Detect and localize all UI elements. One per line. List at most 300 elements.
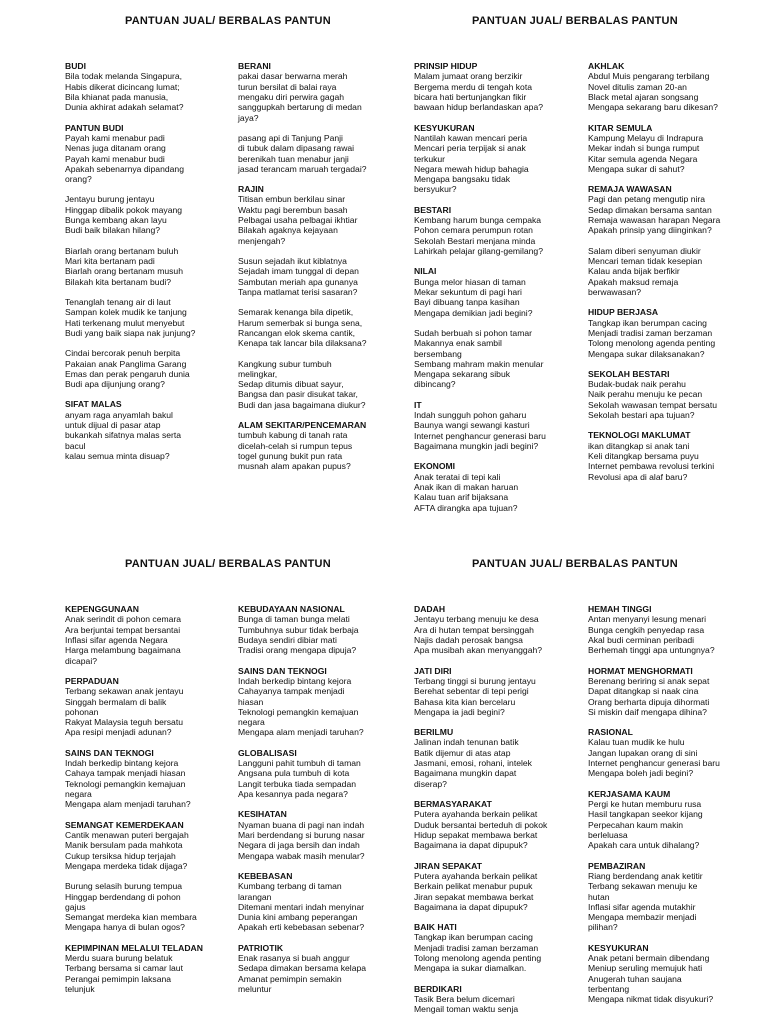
pantun-line: Biarlah orang bertanam buluh	[65, 245, 179, 256]
pantun-line: Budaya sendiri dibiar mati	[238, 634, 337, 645]
pantun-line: Bagaimana ia dapat dipupuk?	[414, 901, 528, 912]
pantun-section	[588, 666, 720, 718]
section-heading: BERILMU	[414, 727, 454, 738]
section-heading: PRINSIP HIDUP	[414, 61, 478, 71]
section-heading: BESTARI	[414, 204, 452, 215]
pantun-line: Internet penghancur generasi baru	[588, 758, 720, 769]
pantun-line: Jentayu burung jentayu	[65, 194, 155, 205]
pantun-section	[238, 748, 366, 800]
pantun-line: musnah alam apakan pupus?	[238, 461, 351, 472]
pantun-line: Novel ditulis zaman 20-an	[588, 81, 687, 92]
pantun-line: Pagi dan petang mengutip nira	[588, 194, 706, 205]
pantun-line: Sekolah bestari apa tujuan?	[588, 410, 695, 421]
pantun-line: Riang berdendang anak ketitir	[588, 870, 703, 881]
pantun-line: Negara di jaga bersih dan indah	[238, 840, 360, 851]
section-heading: NILAI	[414, 266, 437, 277]
pantun-line: Merdu suara burung belatuk	[65, 953, 173, 964]
pantun-line: bersyukur?	[414, 184, 457, 195]
pantun-line: negara	[65, 789, 92, 799]
pantun-line: Batik dijemur di atas atap	[414, 747, 511, 758]
page-title-top-left: PANTUAN JUAL/ BERBALAS PANTUN	[125, 15, 331, 27]
pantun-line: Bilakah kita bertanam budi?	[65, 276, 172, 287]
pantun-section	[238, 61, 367, 123]
pantun-line: Sembang mahram makin menular	[414, 358, 544, 369]
pantun-line: Pergi ke hutan memburu rusa	[588, 799, 702, 809]
pantun-line: Mengapa sukar di sahut?	[588, 163, 685, 174]
section-heading: PANTUN BUDI	[65, 122, 124, 133]
pantun-section	[414, 984, 547, 1015]
pantun-line: Semarak kenanga bila dipetik,	[238, 307, 354, 318]
pantun-line: pakai dasar berwarna merah	[238, 71, 348, 82]
pantun-line: Mengapa ia jadi begini?	[414, 706, 505, 717]
pantun-line: Jasmani, emosi, rohani, intelek	[414, 758, 532, 769]
pantun-line: Bahasa kita kian bercelaru	[414, 696, 516, 707]
pantun-line: Semangat merdeka kian membara	[65, 912, 197, 923]
pantun-line: hutan	[588, 891, 610, 902]
pantun-line: Susun sejadah ikut kiblatnya	[238, 256, 347, 266]
pantun-line: Mengapa sukar dilaksanakan?	[588, 348, 705, 359]
section-heading: BAIK HATI	[414, 922, 457, 933]
pantun-line: Mengapa demikian jadi begini?	[414, 307, 533, 318]
pantun-line: bawaan hidup berlandaskan apa?	[414, 102, 544, 113]
pantun-line: meluntur	[238, 984, 272, 994]
pantun-line: Pakaian anak Panglima Garang	[65, 358, 187, 369]
section-heading: HORMAT MENGHORMATI	[588, 665, 693, 676]
pantun-section	[65, 676, 203, 738]
pantun-line: hiasan	[238, 696, 264, 707]
bottom-column-4	[588, 604, 720, 1015]
section-heading: RASIONAL	[588, 727, 633, 738]
pantun-line: Perangai pemimpin laksana	[65, 973, 172, 984]
pantun-line: Angsana pula tumbuh di kota	[238, 768, 350, 779]
pantun-section	[65, 943, 203, 995]
pantun-line: Anak petani bermain dibendang	[588, 953, 710, 964]
section-heading: AKHLAK	[588, 61, 625, 71]
pantun-section	[414, 861, 547, 913]
pantun-line: Enak rasanya si buah anggur	[238, 953, 350, 964]
pantun-line: Kitar semula agenda Negara	[588, 153, 698, 164]
pantun-line: ikan ditangkap si anak tani	[588, 440, 690, 451]
pantun-line: Dunia akhirat adakah selamat?	[65, 102, 184, 113]
pantun-section	[588, 604, 720, 656]
page-title-top-right: PANTUAN JUAL/ BERBALAS PANTUN	[472, 15, 678, 27]
pantun-line: Kalau tuan mudik ke hulu	[588, 737, 685, 748]
section-heading: RAJIN	[238, 184, 264, 195]
pantun-line: Cahaya tampak menjadi hiasan	[65, 768, 186, 779]
section-heading: KESYUKURAN	[414, 122, 475, 133]
section-heading: KERJASAMA KAUM	[588, 788, 671, 799]
pantun-line: Bergema merdu di tengah kota	[414, 81, 532, 92]
pantun-section	[414, 328, 546, 390]
pantun-section	[588, 184, 720, 236]
pantun-line: Pelbagai usaha pelbagai ikhtiar	[238, 215, 358, 226]
pantun-line: Hasil tangkapan seekor kijang	[588, 809, 703, 820]
pantun-line: telunjuk	[65, 984, 95, 994]
pantun-section	[65, 61, 195, 113]
pantun-line: Anak teratai di tepi kali	[414, 471, 501, 482]
pantun-line: Jalinan indah tenunan batik	[414, 737, 519, 748]
pantun-line: berenikah tuan menabur janji	[238, 153, 349, 164]
pantun-line: Bunga kembang akan layu	[65, 215, 167, 226]
pantun-line: Pohon cemara perumpun rotan	[414, 225, 533, 236]
section-heading: BERDIKARI	[414, 983, 462, 994]
pantun-line: Mengapa merdeka tidak dijaga?	[65, 860, 188, 871]
pantun-line: diserap?	[414, 778, 447, 789]
pantun-line: Bunga di taman bunga melati	[238, 614, 350, 625]
pantun-section	[65, 399, 195, 461]
pantun-line: Negara mewah hidup bahagia	[414, 163, 529, 174]
pantun-section	[238, 809, 366, 861]
pantun-line: Apakah prinsip yang diinginkan?	[588, 225, 712, 236]
pantun-line: Kalau anda bijak berfikir	[588, 266, 680, 277]
pantun-line: Langit terbuka tiada sempadan	[238, 778, 357, 789]
pantun-line: Mengail toman waktu senja	[414, 1004, 519, 1015]
pantun-line: berwawasan?	[588, 286, 642, 297]
pantun-line: Manik bersulam pada mahkota	[65, 840, 183, 851]
pantun-line: Apa musibah akan menyanggah?	[414, 645, 543, 656]
pantun-line: Nenas juga ditanam orang	[65, 143, 166, 154]
pantun-line: Sedap dimakan bersama santan	[588, 204, 712, 215]
section-heading: GLOBALISASI	[238, 747, 297, 758]
pantun-line: Harga melambung bagaimana	[65, 645, 181, 656]
pantun-line: Tumbuhnya subur tidak berbaja	[238, 624, 359, 635]
pantun-line: Bila todak melanda Singapura,	[65, 71, 183, 82]
section-heading: BERMASYARAKAT	[414, 799, 492, 809]
pantun-line: Tolong menolong agenda penting	[414, 953, 542, 964]
pantun-line: Bangsa dan pasir disukat takar,	[238, 389, 358, 400]
pantun-line: Tenanglah tenang air di laut	[65, 296, 171, 307]
pantun-section	[65, 348, 195, 389]
pantun-line: Jangan lupakan orang di sini	[588, 747, 698, 758]
pantun-line: Ara di hutan tempat bersinggah	[414, 624, 534, 635]
pantun-section	[65, 297, 195, 338]
pantun-line: Singgah bermalam di balik	[65, 696, 167, 707]
pantun-line: Mengapa membazir menjadi	[588, 912, 697, 923]
pantun-line: Hinggap dibalik pokok mayang	[65, 204, 183, 215]
pantun-line: Mengapa sekarang baru dikesan?	[588, 102, 718, 113]
pantun-line: larangan	[238, 891, 272, 902]
pantun-line: Langguni pahit tumbuh di taman	[238, 758, 361, 769]
pantun-line: Bayi dibuang tanpa kasihan	[414, 297, 520, 308]
pantun-line: Bagaimana mungkin dapat	[414, 768, 517, 779]
pantun-section	[238, 943, 366, 995]
pantun-line: turun bersilat di balai raya	[238, 81, 337, 92]
pantun-line: Anugerah tuhan saujana	[588, 973, 682, 984]
pantun-line: terbentang	[588, 984, 630, 994]
pantun-line: Orang berharta dipuja dihormati	[588, 696, 710, 707]
pantun-line: Mari kita bertanam padi	[65, 256, 155, 266]
pantun-line: Bila khianat pada manusia,	[65, 91, 169, 102]
pantun-line: Budi yang baik siapa nak junjung?	[65, 327, 196, 338]
pantun-line: Mengapa wabak masih menular?	[238, 850, 365, 861]
pantun-section	[588, 123, 720, 175]
pantun-line: kalau semua minta disuap?	[65, 451, 170, 461]
pantun-line: Mari berdendang si burung nasar	[238, 829, 365, 840]
pantun-line: Berhemah tinggi apa untungnya?	[588, 645, 715, 656]
pantun-section	[588, 943, 720, 1005]
pantun-line: Salam diberi senyuman diukir	[588, 245, 701, 256]
pantun-section	[238, 256, 367, 297]
pantun-line: Antan menyanyi lesung menari	[588, 614, 706, 625]
section-heading: HEMAH TINGGI	[588, 604, 652, 614]
pantun-line: Apakah cara untuk dihalang?	[588, 840, 700, 851]
pantun-line: Jiran sepakat membawa berkat	[414, 891, 534, 902]
top-column-4	[588, 61, 720, 492]
pantun-section	[238, 420, 367, 472]
pantun-line: Bagaimana mungkin jadi begini?	[414, 441, 539, 451]
pantun-line: Apa kesannya pada negara?	[238, 789, 348, 799]
pantun-line: Cahayanya tampak menjadi	[238, 686, 345, 697]
pantun-line: bersembang	[414, 348, 462, 359]
section-heading: KEPENGGUNAAN	[65, 604, 140, 614]
pantun-line: Kumbang terbang di taman	[238, 881, 342, 892]
pantun-line: Budak-budak naik perahu	[588, 379, 686, 390]
pantun-line: jaya?	[238, 112, 259, 123]
pantun-line: Payah kami menabur budi	[65, 153, 165, 164]
pantun-line: Biarlah orang bertanam musuh	[65, 266, 183, 277]
section-heading: SAINS DAN TEKNOGI	[238, 665, 327, 676]
pantun-line: Burung selasih burung tempua	[65, 881, 183, 892]
pantun-section	[414, 400, 546, 452]
pantun-line: dibincang?	[414, 379, 456, 390]
pantun-section	[588, 369, 720, 421]
pantun-line: orang?	[65, 174, 92, 185]
pantun-section	[588, 861, 720, 933]
pantun-line: Nyaman buana di pagi nan indah	[238, 819, 365, 830]
pantun-section	[65, 881, 203, 933]
pantun-line: Duduk bersantai berteduh di pokok	[414, 819, 548, 830]
pantun-line: togel gunung bukit pun rata	[238, 451, 343, 461]
pantun-line: Sambutan meriah apa gunanya	[238, 276, 358, 287]
pantun-line: Menjadi tradisi zaman berzaman	[588, 327, 713, 338]
pantun-line: Mengapa nikmat tidak disyukuri?	[588, 994, 714, 1005]
pantun-line: gajus	[65, 901, 86, 912]
section-heading: REMAJA WAWASAN	[588, 184, 672, 195]
pantun-line: Indah sungguh pohon gaharu	[414, 410, 527, 421]
pantun-line: Mengapa ia sukar diamalkan.	[414, 963, 527, 974]
pantun-line: pilihan?	[588, 922, 618, 933]
pantun-line: tumbuh kabung di tanah rata	[238, 430, 348, 441]
pantun-line: Sekolah Bestari menjana minda	[414, 235, 536, 246]
pantun-line: Harum semerbak si bunga sena,	[238, 317, 363, 328]
section-heading: PEMBAZIRAN	[588, 860, 646, 871]
pantun-line: Indah berkedip bintang kejora	[238, 675, 352, 686]
pantun-line: Keli ditangkap bersama puyu	[588, 451, 699, 461]
section-heading: SEKOLAH BESTARI	[588, 368, 670, 379]
pantun-line: Teknologi pemangkin kemajuan	[238, 706, 359, 717]
pantun-line: Kalau tuan arif bijaksana	[414, 492, 509, 503]
section-heading: EKONOMI	[414, 461, 456, 472]
pantun-line: Malam jumaat orang berzikir	[414, 71, 523, 82]
section-heading: SAINS DAN TEKNOGI	[65, 747, 154, 758]
section-heading: KEBUDAYAAN NASIONAL	[238, 604, 345, 614]
pantun-section	[65, 246, 195, 287]
pantun-line: Hati terkenang mulut menyebut	[65, 317, 185, 328]
pantun-line: Terbang tinggi si burung jentayu	[414, 675, 536, 686]
top-column-2	[238, 61, 367, 482]
pantun-line: Bagaimana ia dapat dipupuk?	[414, 840, 528, 851]
pantun-section	[65, 123, 195, 185]
pantun-line: Mekar sekuntum di pagi hari	[414, 286, 522, 297]
pantun-line: Cukup tersiksa hidup terjajah	[65, 850, 176, 861]
pantun-line: Ara berjuntai tempat bersantai	[65, 624, 181, 635]
pantun-line: Nantilah kawan mencari peria	[414, 132, 528, 143]
pantun-line: Budi dan jasa bagaimana diukur?	[238, 399, 366, 410]
pantun-line: Mekar indah si bunga rumput	[588, 143, 700, 154]
pantun-section	[414, 922, 547, 974]
pantun-line: Mencari peria terpijak si anak	[414, 143, 526, 154]
pantun-section	[414, 266, 546, 318]
pantun-section	[238, 871, 366, 933]
pantun-section	[238, 666, 366, 738]
pantun-line: Tradisi orang mengapa dipuja?	[238, 645, 357, 656]
section-heading: SIFAT MALAS	[65, 399, 122, 410]
section-heading: KEPIMPINAN MELALUI TELADAN	[65, 942, 203, 953]
pantun-line: Habis dikerat dicincang lumat;	[65, 81, 180, 92]
pantun-line: dicelah-celah si rumpun tepus	[238, 440, 353, 451]
pantun-line: Sejadah imam tunggal di depan	[238, 266, 359, 277]
pantun-line: Black metal ajaran songsang	[588, 91, 699, 102]
pantun-line: Remaja wawasan harapan Negara	[588, 215, 721, 226]
pantun-line: sanggupkah bertarung di medan	[238, 102, 362, 113]
pantun-line: Apakah sebenarnya dipandang	[65, 163, 184, 174]
section-heading: IT	[414, 399, 422, 410]
pantun-line: Berenang beriring si anak sepat	[588, 675, 710, 686]
pantun-section	[414, 205, 546, 257]
pantun-line: Sedap ditumis dibuat sayur,	[238, 379, 344, 390]
section-heading: JATI DIRI	[414, 665, 452, 676]
pantun-line: AFTA dirangka apa tujuan?	[414, 502, 518, 513]
pantun-line: Sedapa dimakan bersama kelapa	[238, 963, 367, 974]
pantun-line: Bunga melor hiasan di taman	[414, 276, 526, 287]
pantun-line: Sampan kolek mudik ke tanjung	[65, 307, 187, 318]
pantun-section	[414, 61, 546, 113]
pantun-line: anyam raga anyamlah bakul	[65, 409, 173, 420]
pantun-line: Dapat ditangkap si naak cina	[588, 686, 699, 697]
section-heading: ALAM SEKITAR/PENCEMARAN	[238, 420, 367, 431]
pantun-line: Mengapa alam menjadi taruhan?	[65, 799, 191, 810]
pantun-section	[65, 194, 195, 235]
pantun-line: Tanpa matlamat terisi sasaran?	[238, 286, 358, 297]
pantun-line: Cindai bercorak penuh berpita	[65, 348, 181, 359]
pantun-section	[238, 359, 367, 411]
pantun-line: Tolong menolong agenda penting	[588, 338, 716, 349]
pantun-line: Kampung Melayu di Indrapura	[588, 132, 704, 143]
pantun-section	[414, 727, 547, 789]
section-heading: PERPADUAN	[65, 675, 119, 686]
pantun-line: Payah kami menabur padi	[65, 132, 165, 143]
pantun-section	[414, 799, 547, 851]
pantun-section	[414, 666, 547, 718]
pantun-line: Rakyat Malaysia teguh bersatu	[65, 717, 183, 728]
page-title-bottom-right: PANTUAN JUAL/ BERBALAS PANTUN	[472, 558, 678, 570]
pantun-section	[588, 61, 720, 113]
section-heading: KITAR SEMULA	[588, 122, 653, 133]
pantun-line: Revolusi apa di alaf baru?	[588, 471, 688, 482]
pantun-line: untuk dijual di pasar atap	[65, 420, 161, 431]
pantun-line: Tangkap ikan berumpan cacing	[414, 932, 533, 943]
pantun-line: Budi baik bilakan hilang?	[65, 225, 161, 236]
pantun-line: Dunia kini ambang peperangan	[238, 912, 358, 923]
pantun-line: Mengapa bangsaku tidak	[414, 174, 511, 185]
pantun-line: mengaku diri perwira gagah	[238, 91, 345, 102]
pantun-section	[65, 604, 203, 666]
pantun-line: Teknologi pemangkin kemajuan	[65, 778, 186, 789]
pantun-line: Kenapa tak lancar bila dilaksana?	[238, 338, 367, 349]
pantun-line: Lahirkah pelajar gilang-gemilang?	[414, 246, 543, 256]
pantun-line: Tangkap ikan berumpan cacing	[588, 317, 707, 328]
pantun-line: Berkain pelikat menabur pupuk	[414, 881, 533, 892]
pantun-line: menjengah?	[238, 235, 286, 246]
pantun-section	[65, 748, 203, 810]
pantun-line: Apa resipi menjadi adunan?	[65, 727, 172, 738]
pantun-line: Emas dan perak pengaruh dunia	[65, 368, 190, 379]
pantun-line: Terbang sekawan anak jentayu	[65, 686, 184, 697]
pantun-line: Terbang sekawan menuju ke	[588, 881, 698, 892]
section-heading: DADAH	[414, 604, 446, 614]
pantun-line: Budi apa dijunjung orang?	[65, 379, 165, 390]
pantun-line: Mengapa alam menjadi taruhan?	[238, 727, 364, 738]
pantun-section	[414, 461, 546, 513]
pantun-line: Makannya enak sambil	[414, 338, 502, 349]
pantun-line: Menjadi tradisi zaman berzaman	[414, 942, 539, 953]
pantun-section	[238, 133, 367, 174]
section-heading: HIDUP BERJASA	[588, 307, 659, 318]
pantun-line: Hinggap berdendang di pohon	[65, 891, 181, 902]
pantun-section	[588, 789, 720, 851]
pantun-line: Najis dadah perosak bangsa	[414, 634, 523, 645]
pantun-line: Baunya wangi sewangi kasturi	[414, 420, 530, 431]
pantun-section	[588, 246, 720, 298]
bottom-column-3	[414, 604, 547, 1025]
section-heading: PATRIOTIK	[238, 942, 284, 953]
pantun-line: Rancangan elok skema cantik,	[238, 327, 356, 338]
pantun-section	[65, 820, 203, 872]
top-column-3	[414, 61, 546, 523]
pantun-line: Anak serindit di pohon cemara	[65, 614, 182, 625]
pantun-line: Perpecahan kaum makin	[588, 819, 684, 830]
pantun-section	[238, 307, 367, 348]
pantun-line: Abdul Muis pengarang terbilang	[588, 71, 710, 82]
pantun-line: Mengapa boleh jadi begini?	[588, 768, 694, 779]
pantun-line: Ditemani mentari indah menyinar	[238, 901, 365, 912]
pantun-line: di tubuk dalam dipasang rawai	[238, 143, 355, 154]
pantun-section	[588, 727, 720, 779]
pantun-section	[588, 307, 720, 359]
pantun-line: Mengapa sekarang sibuk	[414, 369, 511, 380]
pantun-line: Mencari teman tidak kesepian	[588, 256, 703, 266]
section-heading: KESYUKURAN	[588, 942, 649, 953]
pantun-line: bukankah sifatnya malas serta	[65, 430, 182, 441]
pantun-line: Indah berkedip bintang kejora	[65, 758, 179, 769]
pantun-line: berleluasa	[588, 829, 628, 840]
pantun-line: Si miskin daif mengapa dihina?	[588, 706, 707, 717]
pantun-line: Akal budi cerminan peribadi	[588, 634, 695, 645]
section-heading: BERANI	[238, 61, 271, 71]
pantun-line: Sudah berbuah si pohon tamar	[414, 327, 533, 338]
bottom-column-1	[65, 604, 203, 1004]
pantun-line: Inflasi sifar agenda mutakhir	[588, 901, 696, 912]
pantun-line: Apakah maksud remaja	[588, 276, 679, 287]
pantun-section	[414, 123, 546, 195]
pantun-line: Waktu pagi berembun basah	[238, 204, 348, 215]
section-heading: BUDI	[65, 61, 87, 71]
pantun-section	[588, 430, 720, 482]
page-title-bottom-left: PANTUAN JUAL/ BERBALAS PANTUN	[125, 558, 331, 570]
pantun-line: melingkar,	[238, 368, 278, 379]
pantun-line: Titisan embun berkilau sinar	[238, 194, 346, 205]
pantun-line: jasad terancam maruah tergadai?	[238, 163, 367, 174]
